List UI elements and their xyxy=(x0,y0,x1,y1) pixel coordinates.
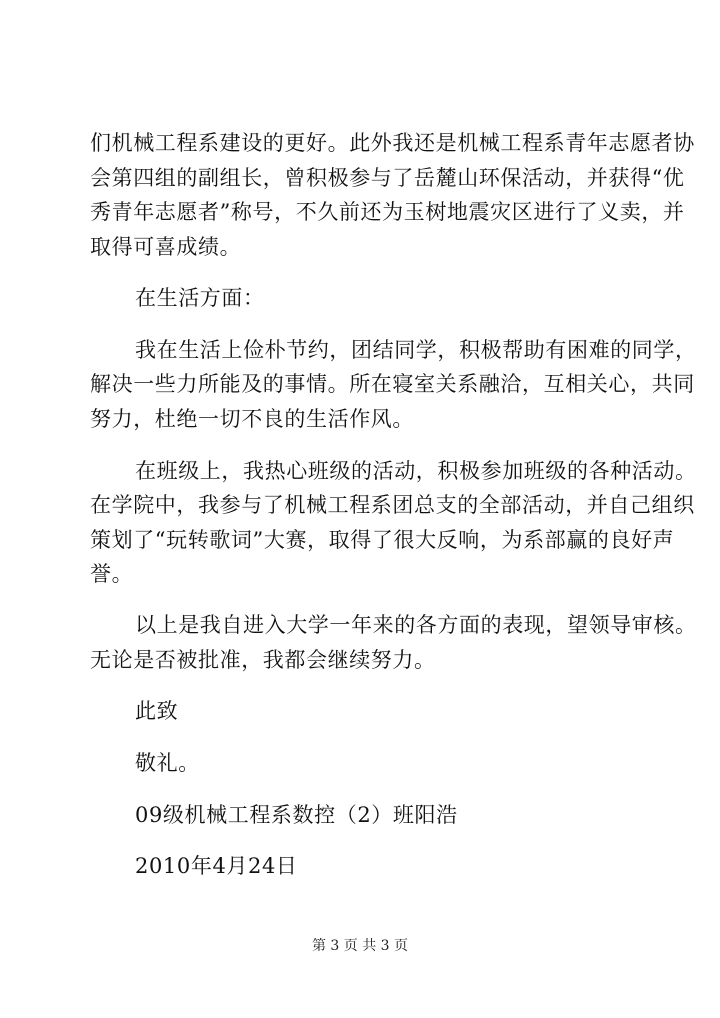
section-heading-life: 在生活方面： xyxy=(135,286,265,310)
body-line-7: 解决一些力所能及的事情。所在寝室关系融洽，互相关心，共同 xyxy=(90,372,695,396)
signature: 09级机械工程系数控（2）班阳浩 xyxy=(135,803,458,827)
body-line-4: 取得可喜成绩。 xyxy=(90,235,242,259)
page-footer xyxy=(0,936,720,956)
body-line-6: 我在生活上俭朴节约，团结同学，积极帮助有困难的同学， xyxy=(135,338,697,362)
salutation: 敬礼。 xyxy=(135,751,200,775)
body-line-9: 在班级上，我热心班级的活动，积极参加班级的各种活动。 xyxy=(135,459,697,483)
date: 2010年4月24日 xyxy=(135,854,298,878)
body-line-10: 在学院中，我参与了机械工程系团总支的全部活动，并自己组织 xyxy=(90,493,695,517)
body-line-12: 誉。 xyxy=(90,562,134,586)
page-number-label: 第 3 页 共 3 页 xyxy=(311,938,409,954)
body-line-11: 策划了“玩转歌词”大赛，取得了很大反响，为系部赢的良好声 xyxy=(90,528,675,552)
body-line-2: 会第四组的副组长，曾积极参与了岳麓山环保活动，并获得“优 xyxy=(90,166,685,190)
body-line-8: 努力，杜绝一切不良的生活作风。 xyxy=(90,407,414,431)
body-line-13: 以上是我自进入大学一年来的各方面的表现，望领导审核。 xyxy=(135,613,697,637)
body-line-3: 秀青年志愿者”称号，不久前还为玉树地震灾区进行了义卖，并 xyxy=(90,200,685,224)
closing-phrase: 此致 xyxy=(135,699,179,723)
body-line-14: 无论是否被批准，我都会继续努力。 xyxy=(90,648,436,672)
body-line-1: 们机械工程系建设的更好。此外我还是机械工程系青年志愿者协 xyxy=(90,131,695,155)
